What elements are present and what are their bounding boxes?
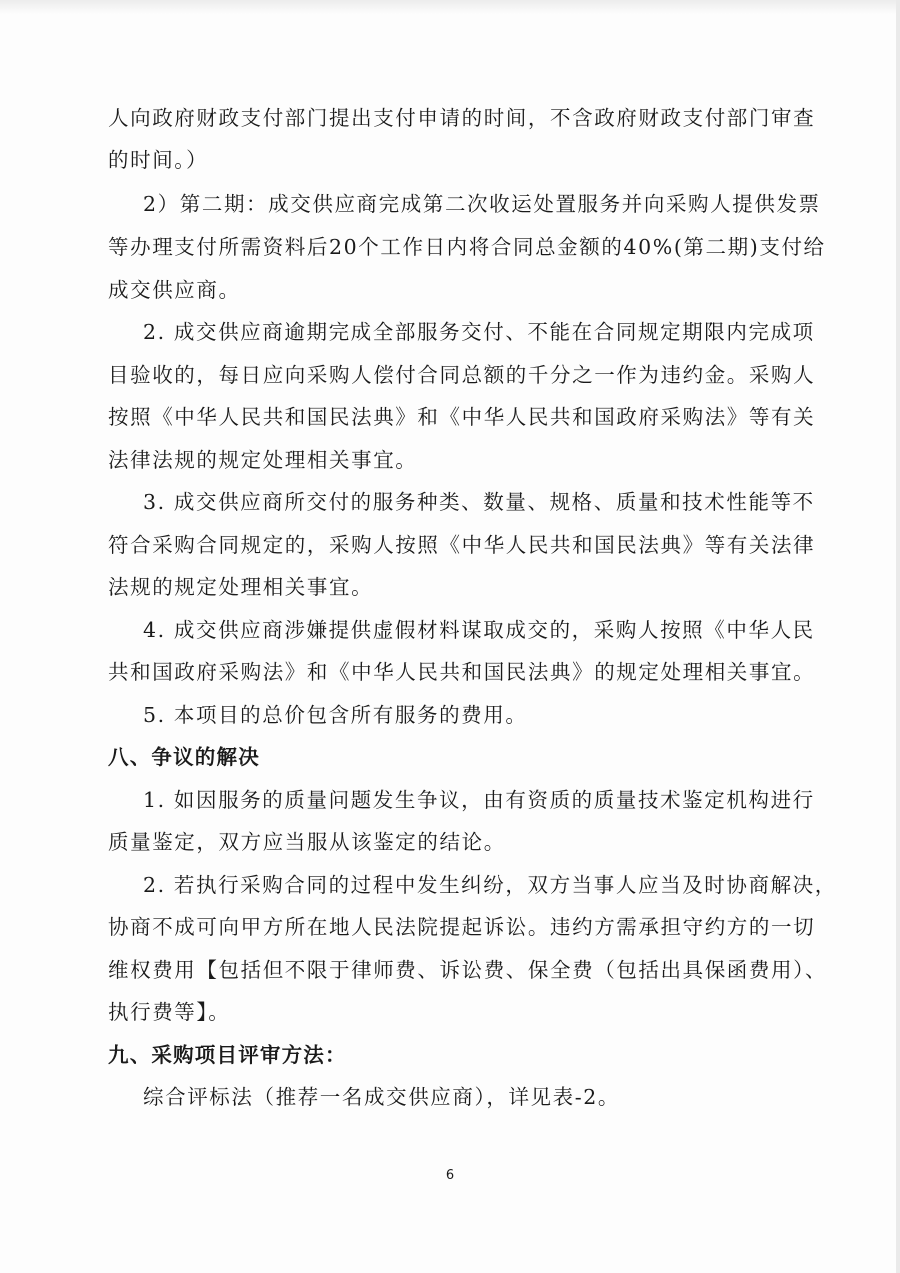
text-line: 的时间。） bbox=[108, 148, 209, 172]
text-line: 等办理支付所需资料后20个工作日内将合同总金额的40%(第二期)支付给 bbox=[108, 235, 826, 259]
text-line: 协商不成可向甲方所在地人民法院提起诉讼。违约方需承担守约方的一切 bbox=[108, 915, 816, 939]
text-line: 4. 成交供应商涉嫌提供虚假材料谋取成交的，采购人按照《中华人民 bbox=[143, 618, 815, 642]
text-line: 1. 如因服务的质量问题发生争议，由有资质的质量技术鉴定机构进行 bbox=[143, 788, 815, 812]
text-line: 人向政府财政支付部门提出支付申请的时间，不含政府财政支付部门审查 bbox=[108, 106, 816, 130]
text-line: 符合采购合同规定的，采购人按照《中华人民共和国民法典》等有关法律 bbox=[108, 533, 816, 557]
text-line: 执行费等】。 bbox=[108, 1000, 231, 1024]
text-line: 2）第二期：成交供应商完成第二次收运处置服务并向采购人提供发票 bbox=[143, 192, 821, 216]
text-line: 法律法规的规定处理相关事宜。 bbox=[108, 448, 418, 472]
text-line: 成交供应商。 bbox=[108, 278, 241, 302]
text-line: 2. 若执行采购合同的过程中发生纠纷，双方当事人应当及时协商解决， bbox=[143, 873, 837, 897]
text-line: 目验收的，每日应向采购人偿付合同总额的千分之一作为违约金。采购人 bbox=[108, 363, 816, 387]
scan-top-edge bbox=[0, 0, 900, 14]
text-line: 法规的规定处理相关事宜。 bbox=[108, 575, 374, 599]
text-line: 5. 本项目的总价包含所有服务的费用。 bbox=[143, 703, 528, 727]
text-line: 维权费用【包括但不限于律师费、诉讼费、保全费（包括出具保函费用）、 bbox=[108, 958, 828, 982]
text-line: 3. 成交供应商所交付的服务种类、数量、规格、质量和技术性能等不 bbox=[143, 490, 815, 514]
text-line: 2. 成交供应商逾期完成全部服务交付、不能在合同规定期限内完成项 bbox=[143, 320, 815, 344]
page-number: 6 bbox=[445, 1168, 455, 1183]
text-line: 共和国政府采购法》和《中华人民共和国民法典》的规定处理相关事宜。 bbox=[108, 660, 816, 684]
scan-right-edge bbox=[896, 0, 900, 1273]
section-heading: 八、争议的解决 bbox=[108, 745, 260, 769]
text-line: 综合评标法（推荐一名成交供应商），详见表-2。 bbox=[143, 1085, 621, 1109]
section-heading: 九、采购项目评审方法： bbox=[108, 1043, 347, 1067]
text-line: 质量鉴定，双方应当服从该鉴定的结论。 bbox=[108, 830, 506, 854]
text-line: 按照《中华人民共和国民法典》和《中华人民共和国政府采购法》等有关 bbox=[108, 405, 816, 429]
